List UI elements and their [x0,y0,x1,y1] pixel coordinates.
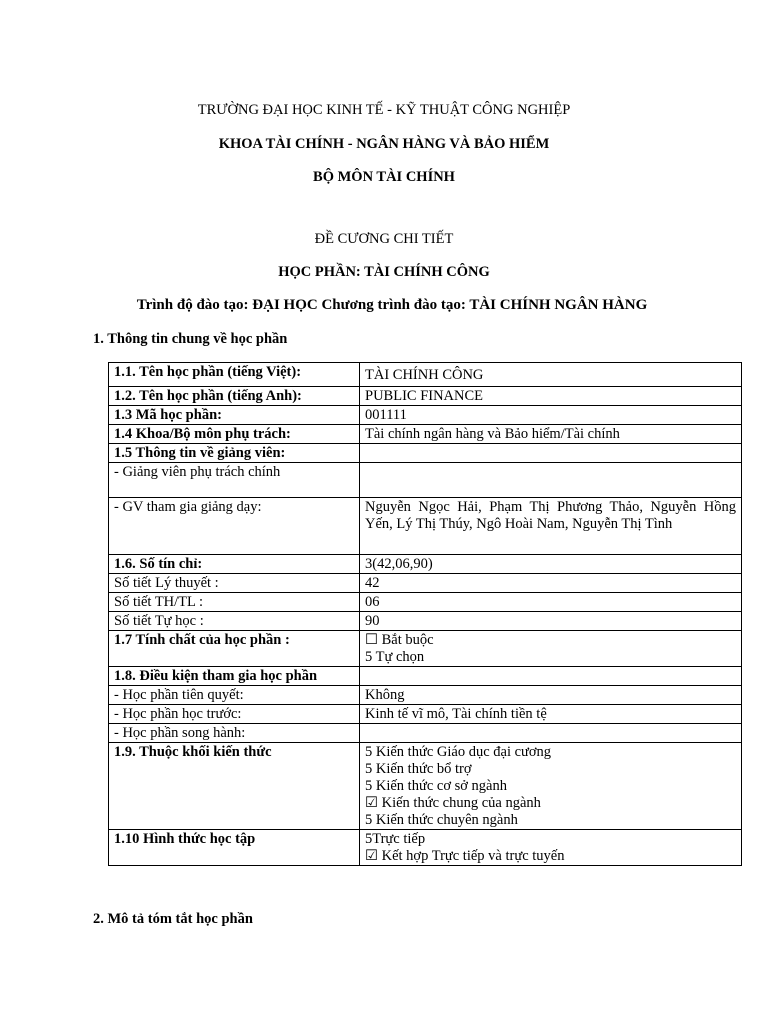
option-common-major: ☑ Kiến thức chung của ngành [365,795,541,811]
course-title: HỌC PHẦN: TÀI CHÍNH CÔNG [278,264,490,280]
label-learning-form: 1.10 Hình thức học tập [109,830,360,866]
value-lecturer-info [360,444,742,463]
label-parallel-course: - Học phần song hành: [109,724,360,743]
table-row [109,387,742,406]
label-credits: 1.6. Số tín chỉ: [109,555,360,574]
option-specialized: 5 Kiến thức chuyên ngành [365,812,518,828]
table-row [109,631,742,667]
label-participating-lecturers: - GV tham gia giảng dạy: [109,498,360,555]
value-participating-lecturers: Nguyễn Ngọc Hải, Phạm Thị Phương Thảo, Nguyễn Hồng Yến, Lý Thị Thúy, Ngô Hoài Nam, Nguyễn Thị Tình [360,498,742,555]
label-course-name-vi: 1.1. Tên học phần (tiếng Việt): [109,363,360,387]
table-row [109,612,742,631]
table-row [109,667,742,686]
table-row [109,406,742,425]
label-practice-hours: Số tiết TH/TL : [109,593,360,612]
value-self-study-hours: 90 [360,612,742,631]
label-course-code: 1.3 Mã học phần: [109,406,360,425]
table-row [109,593,742,612]
university-name: TRƯỜNG ĐẠI HỌC KINH TẾ - KỸ THUẬT CÔNG NGHIỆP [197,102,571,118]
value-prerequisites [360,667,742,686]
value-course-nature [360,631,742,667]
label-lecturer-info: 1.5 Thông tin về giảng viên: [109,444,360,463]
table-row [109,498,742,555]
option-foundation: 5 Kiến thức cơ sở ngành [365,778,507,794]
table-row [109,425,742,444]
label-course-nature: 1.7 Tính chất của học phần : [109,631,360,667]
table-row [109,743,742,830]
label-self-study-hours: Số tiết Tự học : [109,612,360,631]
value-learning-form [360,830,742,866]
label-main-lecturer: - Giảng viên phụ trách chính [109,463,360,498]
value-knowledge-block [360,743,742,830]
option-compulsory: ☐ Bắt buộc [365,632,434,648]
table-row [109,574,742,593]
value-credits: 3(42,06,90) [360,555,742,574]
option-supplementary: 5 Kiến thức bổ trợ [365,761,472,777]
value-course-name-vi: TÀI CHÍNH CÔNG [360,363,742,387]
table-row [109,830,742,866]
section2-heading: 2. Mô tả tóm tắt học phần [93,911,253,927]
label-knowledge-block: 1.9. Thuộc khối kiến thức [109,743,360,830]
option-general-education: 5 Kiến thức Giáo dục đại cương [365,744,552,760]
value-prior-course: Kinh tế vĩ mô, Tài chính tiền tệ [360,705,742,724]
option-in-person: 5Trực tiếp [365,831,426,847]
value-course-code: 001111 [360,406,742,425]
table-row [109,705,742,724]
table-row [109,724,742,743]
program-line: Trình độ đào tạo: ĐẠI HỌC Chương trình đào tạo: TÀI CHÍNH NGÂN HÀNG [136,297,648,313]
label-required-prior-course: - Học phần tiên quyết: [109,686,360,705]
course-info-table [108,362,742,866]
department-name: BỘ MÔN TÀI CHÍNH [313,169,455,185]
value-required-prior-course: Không [360,686,742,705]
label-theory-hours: Số tiết Lý thuyết : [109,574,360,593]
value-course-name-en: PUBLIC FINANCE [360,387,742,406]
value-department: Tài chính ngân hàng và Bảo hiểm/Tài chính [360,425,742,444]
option-elective: 5 Tự chọn [365,649,425,665]
table-row [109,555,742,574]
label-prerequisites: 1.8. Điều kiện tham gia học phần [109,667,360,686]
faculty-name: KHOA TÀI CHÍNH - NGÂN HÀNG VÀ BẢO HIỂM [218,136,550,152]
table-row [109,363,742,387]
value-parallel-course [360,724,742,743]
table-row [109,463,742,498]
value-main-lecturer [360,463,742,498]
document-title: ĐỀ CƯƠNG CHI TIẾT [314,231,454,247]
label-department: 1.4 Khoa/Bộ môn phụ trách: [109,425,360,444]
value-theory-hours: 42 [360,574,742,593]
value-practice-hours: 06 [360,593,742,612]
label-prior-course: - Học phần học trước: [109,705,360,724]
table-row [109,444,742,463]
table-row [109,686,742,705]
section1-heading: 1. Thông tin chung về học phần [93,331,288,347]
option-blended: ☑ Kết hợp Trực tiếp và trực tuyến [365,848,565,864]
label-course-name-en: 1.2. Tên học phần (tiếng Anh): [109,387,360,406]
